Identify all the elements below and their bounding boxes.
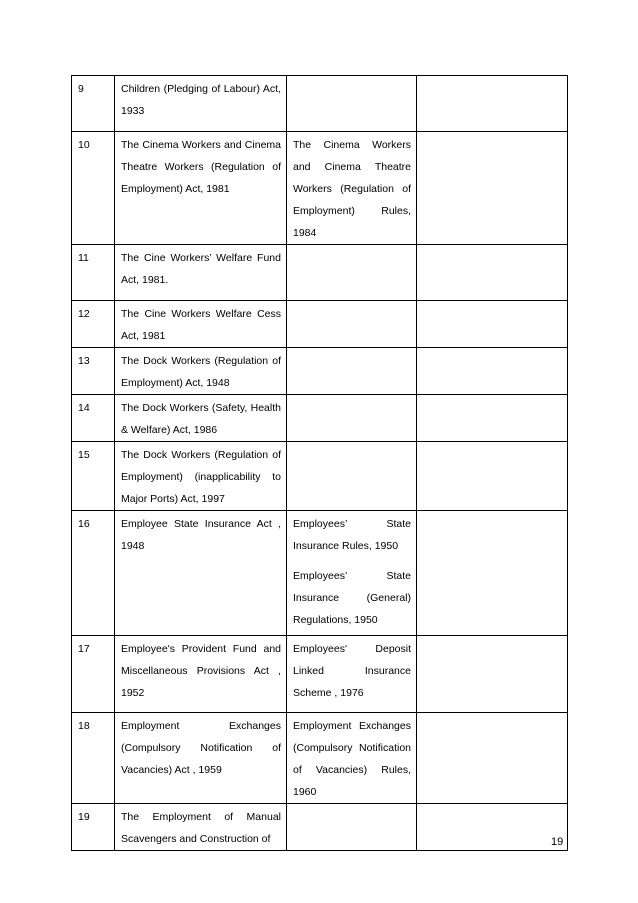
page-number: 19 (551, 836, 564, 848)
rule-name: The Cinema Workers and Cinema Theatre Workers (Regulation of Employment) Rules, 1984 (293, 139, 411, 239)
empty-cell (417, 442, 568, 511)
empty-cell (417, 245, 568, 301)
empty-cell (417, 804, 568, 851)
serial-number: 19 (72, 804, 115, 851)
rule-name: Employees’ State Insurance (General) Regulations, 1950 (293, 570, 411, 626)
serial-number: 14 (72, 395, 115, 442)
serial-number: 13 (72, 348, 115, 395)
serial-number: 11 (72, 245, 115, 301)
labour-laws-table (71, 75, 568, 851)
act-name: The Cine Workers Welfare Cess Act, 1981 (115, 301, 287, 348)
serial-number: 15 (72, 442, 115, 511)
rule-name: Employment Exchanges (Compulsory Notification of Vacancies) Rules, 1960 (293, 720, 411, 798)
rules-cell (287, 713, 417, 804)
rules-cell (287, 301, 417, 348)
serial-number: 9 (72, 76, 115, 132)
empty-cell (417, 636, 568, 713)
serial-number: 17 (72, 636, 115, 713)
rules-cell (287, 132, 417, 245)
empty-cell (417, 395, 568, 442)
act-name: Employee's Provident Fund and Miscellaneous Provisions Act , 1952 (115, 636, 287, 713)
table-row (72, 301, 568, 348)
rules-cell (287, 442, 417, 511)
table-row (72, 713, 568, 804)
rules-cell (287, 245, 417, 301)
empty-cell (417, 348, 568, 395)
table-row (72, 132, 568, 245)
empty-cell (417, 132, 568, 245)
act-name: Children (Pledging of Labour) Act, 1933 (115, 76, 287, 132)
rule-name: Employees’ State Insurance Rules, 1950 (293, 518, 411, 552)
act-name: The Dock Workers (Regulation of Employment) (inapplicability to Major Ports) Act, 1997 (115, 442, 287, 511)
act-name: The Cinema Workers and Cinema Theatre Workers (Regulation of Employment) Act, 1981 (115, 132, 287, 245)
act-name: Employment Exchanges (Compulsory Notification of Vacancies) Act , 1959 (115, 713, 287, 804)
act-name: The Cine Workers’ Welfare Fund Act, 1981. (115, 245, 287, 301)
rules-cell (287, 636, 417, 713)
table-row (72, 442, 568, 511)
empty-cell (417, 301, 568, 348)
rule-name: Employees' Deposit Linked Insurance Scheme , 1976 (293, 643, 411, 699)
table-row (72, 245, 568, 301)
act-name: The Dock Workers (Regulation of Employment) Act, 1948 (115, 348, 287, 395)
empty-cell (417, 76, 568, 132)
act-name: The Employment of Manual Scavengers and Construction of (115, 804, 287, 851)
rules-cell (287, 395, 417, 442)
serial-number: 18 (72, 713, 115, 804)
rules-cell (287, 511, 417, 636)
act-name: The Dock Workers (Safety, Health & Welfare) Act, 1986 (115, 395, 287, 442)
table-row (72, 636, 568, 713)
serial-number: 10 (72, 132, 115, 245)
table-row (72, 395, 568, 442)
table-row (72, 511, 568, 636)
rules-cell (287, 76, 417, 132)
serial-number: 16 (72, 511, 115, 636)
rules-cell (287, 348, 417, 395)
serial-number: 12 (72, 301, 115, 348)
empty-cell (417, 713, 568, 804)
empty-cell (417, 511, 568, 636)
rules-cell (287, 804, 417, 851)
act-name: Employee State Insurance Act , 1948 (115, 511, 287, 636)
table-row (72, 348, 568, 395)
table-row (72, 804, 568, 851)
table-row (72, 76, 568, 132)
